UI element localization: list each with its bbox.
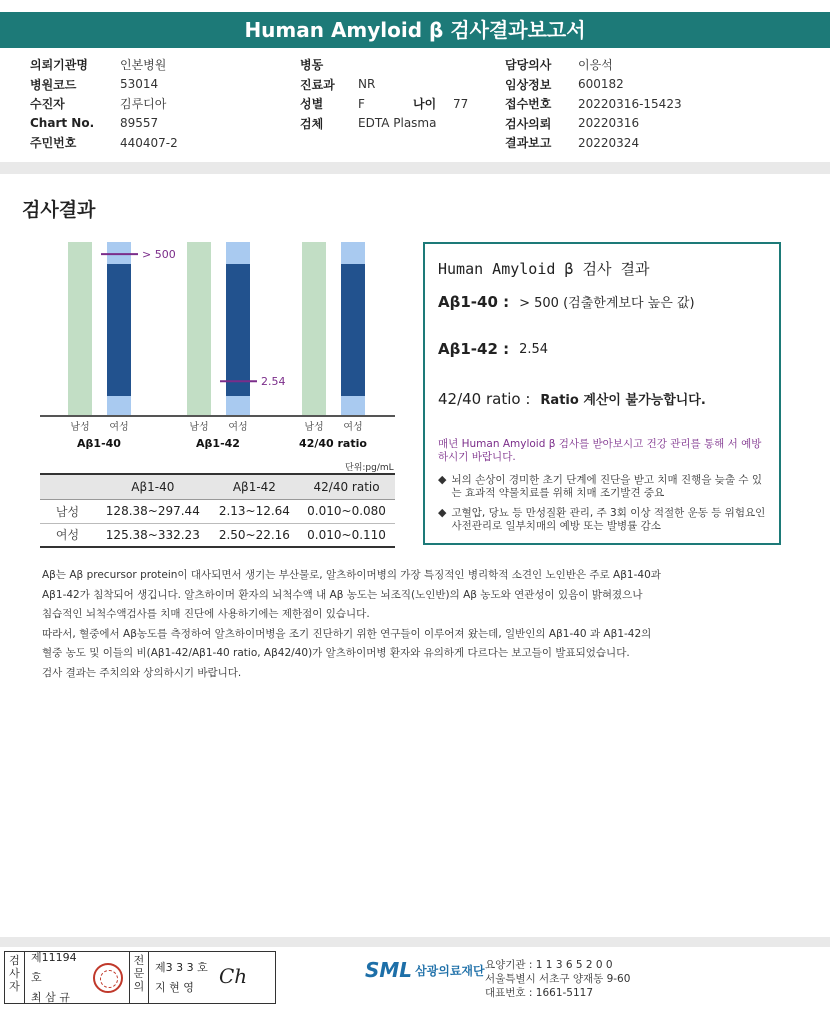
info-value: 인본병원 xyxy=(120,58,167,73)
contact-line: 대표번호 : 1661-5117 xyxy=(485,987,594,999)
table-cell: 0.010~0.110 xyxy=(298,523,395,547)
table-cell: 2.50~22.16 xyxy=(211,523,298,547)
info-label: 병원코드 xyxy=(30,77,77,92)
info-column-1 xyxy=(30,55,178,153)
result-summary-box xyxy=(423,242,781,545)
inspector-label: 검사자 xyxy=(5,952,25,1003)
inspector-name: 최 삼 규 xyxy=(31,990,70,1004)
contact-line: 서울특별시 서초구 양재동 9-60 xyxy=(485,973,631,985)
group-label: 42/40 ratio xyxy=(299,437,367,450)
footer-divider xyxy=(0,937,830,947)
reference-table xyxy=(40,473,395,548)
result-value: > 500 (검출한계보다 높은 값) xyxy=(519,296,695,311)
table-cell: 0.010~0.080 xyxy=(298,499,395,523)
result-marker-label: > 500 xyxy=(142,248,176,262)
info-value: 89557 xyxy=(120,116,159,131)
signature-box xyxy=(4,951,276,1004)
info-label: 병동 xyxy=(300,58,324,73)
result-marker-label: 2.54 xyxy=(261,375,286,389)
age-value: 77 xyxy=(453,96,469,111)
bar-label: 남성 xyxy=(189,422,209,433)
female-reference-bar xyxy=(107,264,131,396)
unit-label: 단위:pg/mL xyxy=(345,463,394,473)
info-label: 검체 xyxy=(300,116,324,131)
info-label: 주민번호 xyxy=(30,136,77,151)
contact-info xyxy=(485,958,630,1000)
table-header: Aβ1-42 xyxy=(211,474,298,499)
male-range-bar xyxy=(187,242,211,416)
info-column-3 xyxy=(505,55,682,153)
info-label: 검사의뢰 xyxy=(505,116,552,131)
bar-label: 남성 xyxy=(304,422,324,433)
result-key: 42/40 ratio : xyxy=(438,389,531,408)
doctor-label: 전문의 xyxy=(129,952,149,1003)
age-label: 나이 xyxy=(413,97,437,112)
table-header xyxy=(40,474,95,499)
contact-line: 요양기관 : 1 1 3 6 5 2 0 0 xyxy=(485,959,613,971)
bar-label: 남성 xyxy=(70,422,90,433)
logo-text: SML xyxy=(365,958,413,982)
table-cell: 남성 xyxy=(40,499,95,523)
info-column-2 xyxy=(300,55,468,133)
foundation-name: 삼광의료재단 xyxy=(415,963,485,978)
info-label: 진료과 xyxy=(300,77,335,92)
male-range-bar xyxy=(302,242,326,416)
description-line: 침습적인 뇌척수액검사를 치매 진단에 사용하기에는 제한점이 있습니다. xyxy=(42,608,370,620)
info-label: 의뢰기관명 xyxy=(30,58,88,73)
signature: Ch xyxy=(219,964,248,988)
male-range-bar xyxy=(68,242,92,416)
report-title-banner xyxy=(0,12,830,48)
info-label: 결과보고 xyxy=(505,136,552,151)
result-line xyxy=(438,389,706,408)
table-row xyxy=(40,523,395,547)
doctor-name: 지 현 영 xyxy=(155,980,194,994)
bullet-text: 고혈압, 당뇨 등 만성질환 관리, 주 3회 이상 적절한 운동 등 위험요인 사전관리로 일부치매의 예방 또는 발병률 감소 xyxy=(451,507,766,532)
table-cell: 여성 xyxy=(40,523,95,547)
bar-label: 여성 xyxy=(343,422,363,433)
result-value: 2.54 xyxy=(519,341,549,357)
info-value: 20220316 xyxy=(578,116,640,131)
info-value: 20220316-15423 xyxy=(578,96,682,111)
table-cell: 128.38~297.44 xyxy=(95,499,211,523)
info-label: 담당의사 xyxy=(505,58,552,73)
info-value: 600182 xyxy=(578,77,624,92)
description-line: 검사 결과는 주치의와 상의하시기 바랍니다. xyxy=(42,666,242,679)
result-key: Aβ1-42 : xyxy=(438,340,510,358)
table-header: Aβ1-40 xyxy=(95,474,211,499)
description-line: 따라서, 혈중에서 Aβ농도를 측정하여 알츠하이머병을 조기 진단하기 위한 연구들이 이루어져 왔는데, 일반인의 Aβ1-40 과 Aβ1-42의 xyxy=(42,627,652,640)
info-label: 수진자 xyxy=(30,97,65,112)
info-value: NR xyxy=(358,77,376,92)
diamond-icon: ◆ xyxy=(438,506,447,519)
description-line: 혈중 농도 및 이들의 비(Aβ1-42/Aβ1-40 ratio, Aβ42/40)가 알츠하이머병 환자와 유의하게 다르다는 보고들이 발표되었습니다. xyxy=(42,647,630,659)
result-note: 매년 Human Amyloid β 검사를 받아보시고 건강 관리를 통해 서 예방하시기 바랍니다. xyxy=(438,438,762,463)
section-title: 검사결과 xyxy=(22,199,96,221)
table-header-row xyxy=(40,474,395,499)
description-line: Aβ는 Aβ precursor protein이 대사되면서 생기는 부산물로, 알츠하이머병의 가장 특징적인 병리학적 소견인 노인반은 주로 Aβ1-40과 xyxy=(42,569,661,581)
female-reference-bar xyxy=(341,264,365,396)
group-label: Aβ1-42 xyxy=(196,437,240,450)
table-row xyxy=(40,499,395,523)
description xyxy=(42,566,802,683)
table-cell: 2.13~12.64 xyxy=(211,499,298,523)
info-label: Chart No. xyxy=(30,116,95,131)
result-line xyxy=(438,340,548,358)
info-value: 김루디아 xyxy=(120,97,167,112)
result-chart xyxy=(40,240,400,455)
info-value: F xyxy=(358,96,365,111)
doctor-info xyxy=(149,952,219,1003)
sml-logo xyxy=(365,958,485,982)
result-line xyxy=(438,292,695,311)
info-value: 440407-2 xyxy=(120,135,178,150)
seal-stamp-icon xyxy=(93,963,123,993)
bar-label: 여성 xyxy=(109,422,129,433)
info-value: 53014 xyxy=(120,77,159,92)
report-title: Human Amyloid β 검사결과보고서 xyxy=(244,18,586,42)
result-bullet xyxy=(438,507,768,532)
inspector-license: 제11194호 xyxy=(31,950,77,984)
result-box-title: Human Amyloid β 검사 결과 xyxy=(438,260,650,278)
info-label: 접수번호 xyxy=(505,97,552,112)
inspector-info xyxy=(25,952,87,1003)
info-value: 20220324 xyxy=(578,135,640,150)
diamond-icon: ◆ xyxy=(438,473,447,486)
result-value: Ratio 계산이 불가능합니다. xyxy=(540,393,706,408)
group-label: Aβ1-40 xyxy=(77,437,121,450)
bullet-text: 뇌의 손상이 경미한 초기 단계에 진단을 받고 치매 진행을 늦출 수 있는 효과적 약물치료를 위해 치매 조기발견 중요 xyxy=(451,474,763,499)
result-bullet xyxy=(438,474,768,499)
result-key: Aβ1-40 : xyxy=(438,292,510,311)
info-label: 임상정보 xyxy=(505,77,552,92)
doctor-license: 제3 3 3 호 xyxy=(155,960,208,974)
female-reference-bar xyxy=(226,264,250,396)
table-cell: 125.38~332.23 xyxy=(95,523,211,547)
table-header: 42/40 ratio xyxy=(298,474,395,499)
info-value: 이응석 xyxy=(578,58,613,73)
bar-label: 여성 xyxy=(228,422,248,433)
section-divider xyxy=(0,162,830,174)
description-line: Aβ1-42가 침착되어 생깁니다. 알츠하이머 환자의 뇌척수액 내 Aβ 농도는 뇌조직(노인반)의 Aβ 농도와 연관성이 있음이 밝혀졌으나 xyxy=(42,588,643,601)
info-label: 성별 xyxy=(300,97,324,112)
info-value: EDTA Plasma xyxy=(358,116,437,131)
